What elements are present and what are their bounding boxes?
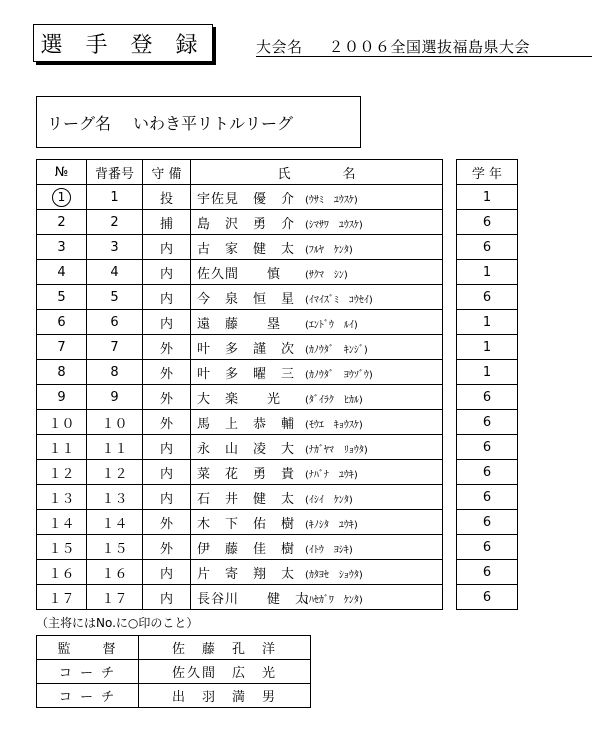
player-position: 内 bbox=[143, 435, 191, 460]
table-row bbox=[37, 460, 443, 485]
grade-body bbox=[457, 185, 518, 610]
player-name-cell bbox=[191, 410, 443, 435]
player-no-cell bbox=[37, 335, 87, 360]
table-row bbox=[37, 360, 443, 385]
player-name: 叶 多 謹 次 bbox=[197, 341, 296, 357]
player-no: 4 bbox=[57, 264, 66, 280]
player-name: 佐久間 慎 bbox=[197, 266, 282, 282]
player-no-cell bbox=[37, 360, 87, 385]
player-name: 片 寄 翔 太 bbox=[197, 566, 296, 582]
player-name-cell bbox=[191, 360, 443, 385]
player-no: １４ bbox=[48, 516, 75, 532]
player-name-cell bbox=[191, 310, 443, 335]
title-text: 選 手 登 録 bbox=[40, 32, 206, 58]
player-name: 石 井 健 太 bbox=[197, 491, 296, 507]
grade-row bbox=[457, 535, 518, 560]
table-row bbox=[37, 435, 443, 460]
table-row bbox=[37, 585, 443, 610]
staff-name: 佐久間 広 光 bbox=[139, 660, 311, 684]
player-kana: (ｳｻﾐ ﾕｳｽｹ) bbox=[305, 194, 358, 206]
player-number: 1 bbox=[87, 185, 143, 210]
grade-row bbox=[457, 560, 518, 585]
staff-role: 監 督 bbox=[37, 636, 139, 660]
player-position: 内 bbox=[143, 460, 191, 485]
table-row bbox=[37, 535, 443, 560]
player-name: 大 楽 光 bbox=[197, 391, 282, 407]
player-grade: 1 bbox=[457, 260, 518, 285]
player-number: １３ bbox=[87, 485, 143, 510]
league-box bbox=[36, 96, 361, 148]
player-no-cell bbox=[37, 560, 87, 585]
captain-note: （主将にはNo.に○印のこと） bbox=[36, 616, 199, 630]
player-no-cell bbox=[37, 260, 87, 285]
player-name-cell bbox=[191, 435, 443, 460]
page-title bbox=[33, 24, 213, 62]
player-name-cell bbox=[191, 185, 443, 210]
player-no-cell bbox=[37, 460, 87, 485]
staff-row bbox=[37, 660, 311, 684]
player-grade: 6 bbox=[457, 410, 518, 435]
player-no-cell bbox=[37, 410, 87, 435]
player-grade: 6 bbox=[457, 385, 518, 410]
tournament-label: 大会名 bbox=[256, 38, 303, 56]
staff-table bbox=[36, 635, 311, 708]
grade-row bbox=[457, 435, 518, 460]
league-name: いわき平リトルリーグ bbox=[133, 113, 294, 133]
player-no: 6 bbox=[57, 314, 66, 330]
player-grade: 6 bbox=[457, 460, 518, 485]
player-number: １５ bbox=[87, 535, 143, 560]
player-position: 外 bbox=[143, 510, 191, 535]
grade-row bbox=[457, 510, 518, 535]
table-row bbox=[37, 285, 443, 310]
player-number: １６ bbox=[87, 560, 143, 585]
grade-row bbox=[457, 335, 518, 360]
player-position: 内 bbox=[143, 485, 191, 510]
player-grade: 1 bbox=[457, 360, 518, 385]
player-name-cell bbox=[191, 535, 443, 560]
table-row bbox=[37, 335, 443, 360]
player-no-cell bbox=[37, 185, 87, 210]
player-position: 内 bbox=[143, 235, 191, 260]
player-no-cell bbox=[37, 485, 87, 510]
player-no-cell bbox=[37, 435, 87, 460]
header-name: 氏 名 bbox=[191, 160, 443, 185]
player-number: 5 bbox=[87, 285, 143, 310]
player-position: 外 bbox=[143, 535, 191, 560]
table-row bbox=[37, 510, 443, 535]
player-name-cell bbox=[191, 210, 443, 235]
league-label: リーグ名 bbox=[47, 113, 112, 133]
player-no-cell bbox=[37, 535, 87, 560]
player-kana: (ﾓｳｴ ｷｮｳｽｹ) bbox=[305, 419, 363, 431]
player-kana: (ｶﾀﾖｾ ｼｮｳﾀ) bbox=[305, 569, 363, 581]
player-number: １２ bbox=[87, 460, 143, 485]
player-grade: 6 bbox=[457, 485, 518, 510]
player-name-cell bbox=[191, 335, 443, 360]
header-number: 背番号 bbox=[87, 160, 143, 185]
player-kana: (ｲﾄｳ ﾖｼｷ) bbox=[305, 544, 353, 556]
player-number: 7 bbox=[87, 335, 143, 360]
table-row bbox=[37, 185, 443, 210]
staff-name: 佐 藤 孔 洋 bbox=[139, 636, 311, 660]
player-name: 伊 藤 佳 樹 bbox=[197, 541, 296, 557]
staff-name: 出 羽 満 男 bbox=[139, 684, 311, 708]
player-position: 投 bbox=[143, 185, 191, 210]
player-no-cell bbox=[37, 235, 87, 260]
player-name-cell bbox=[191, 560, 443, 585]
player-kana: (ｴﾝﾄﾞｳ ﾙｲ) bbox=[305, 319, 358, 331]
player-name: 木 下 佑 樹 bbox=[197, 516, 296, 532]
player-no: １５ bbox=[48, 541, 75, 557]
tournament-name: ２００６全国選抜福島県大会 bbox=[328, 38, 531, 56]
player-kana: (ﾅｶﾞﾔﾏ ﾘｮｳﾀ) bbox=[305, 444, 368, 456]
player-no: １０ bbox=[48, 416, 75, 432]
player-position: 内 bbox=[143, 585, 191, 610]
player-grade: 6 bbox=[457, 535, 518, 560]
player-no: １７ bbox=[48, 591, 75, 607]
player-number: 9 bbox=[87, 385, 143, 410]
player-number: 6 bbox=[87, 310, 143, 335]
player-kana: (ｲｼｲ ｹﾝﾀ) bbox=[305, 494, 353, 506]
player-no: 9 bbox=[57, 389, 66, 405]
player-name-cell bbox=[191, 460, 443, 485]
player-name: 島 沢 勇 介 bbox=[197, 216, 296, 232]
grade-row bbox=[457, 385, 518, 410]
staff-role: コ ー チ bbox=[37, 660, 139, 684]
player-position: 外 bbox=[143, 360, 191, 385]
player-name-cell bbox=[191, 385, 443, 410]
grade-row bbox=[457, 210, 518, 235]
roster-table bbox=[36, 159, 443, 610]
player-number: 8 bbox=[87, 360, 143, 385]
grade-row bbox=[457, 310, 518, 335]
player-kana: (ｶﾉｳﾀﾞ ｷﾝｼﾞ) bbox=[305, 344, 368, 356]
player-kana: (ﾌﾙﾔ ｹﾝﾀ) bbox=[305, 244, 353, 256]
grade-row bbox=[457, 410, 518, 435]
player-no: １２ bbox=[48, 466, 75, 482]
player-grade: 1 bbox=[457, 310, 518, 335]
player-name-cell bbox=[191, 260, 443, 285]
player-grade: 6 bbox=[457, 585, 518, 610]
staff-body bbox=[37, 636, 311, 708]
roster-body bbox=[37, 185, 443, 610]
player-name-cell bbox=[191, 285, 443, 310]
table-row bbox=[37, 410, 443, 435]
table-row bbox=[37, 235, 443, 260]
player-grade: 6 bbox=[457, 210, 518, 235]
player-no: 3 bbox=[57, 239, 66, 255]
player-name-cell bbox=[191, 585, 443, 610]
player-grade: 6 bbox=[457, 560, 518, 585]
table-row bbox=[37, 310, 443, 335]
player-number: 2 bbox=[87, 210, 143, 235]
player-name: 今 泉 恒 星 bbox=[197, 291, 296, 307]
staff-row bbox=[37, 636, 311, 660]
player-position: 内 bbox=[143, 260, 191, 285]
player-name: 古 家 健 太 bbox=[197, 241, 296, 257]
player-no: 5 bbox=[57, 289, 66, 305]
player-no: １６ bbox=[48, 566, 75, 582]
player-number: １７ bbox=[87, 585, 143, 610]
staff-row bbox=[37, 684, 311, 708]
grade-row bbox=[457, 260, 518, 285]
player-name-cell bbox=[191, 510, 443, 535]
player-name: 永 山 凌 大 bbox=[197, 441, 296, 457]
player-position: 内 bbox=[143, 560, 191, 585]
player-no-cell bbox=[37, 585, 87, 610]
roster-header-row bbox=[37, 160, 443, 185]
player-grade: 6 bbox=[457, 510, 518, 535]
player-position: 外 bbox=[143, 335, 191, 360]
grade-row bbox=[457, 235, 518, 260]
grade-row bbox=[457, 585, 518, 610]
player-kana: (ｲﾏｲｽﾞﾐ ｺｳｾｲ) bbox=[305, 294, 373, 306]
player-no-cell bbox=[37, 285, 87, 310]
player-no: 7 bbox=[57, 339, 66, 355]
grade-row bbox=[457, 460, 518, 485]
tournament-line bbox=[256, 36, 592, 57]
player-kana: (ﾀﾞｲﾗｸ ﾋｶﾙ) bbox=[305, 394, 363, 406]
player-name: 叶 多 曜 三 bbox=[197, 366, 296, 382]
grade-table bbox=[456, 159, 518, 610]
player-grade: 6 bbox=[457, 285, 518, 310]
player-number: 4 bbox=[87, 260, 143, 285]
player-number: １０ bbox=[87, 410, 143, 435]
player-name-cell bbox=[191, 235, 443, 260]
header-position: 守 備 bbox=[143, 160, 191, 185]
player-number: １１ bbox=[87, 435, 143, 460]
header-grade: 学 年 bbox=[457, 160, 518, 185]
grade-row bbox=[457, 285, 518, 310]
table-row bbox=[37, 210, 443, 235]
player-grade: 1 bbox=[457, 335, 518, 360]
grade-header-row bbox=[457, 160, 518, 185]
player-no-cell bbox=[37, 385, 87, 410]
player-position: 捕 bbox=[143, 210, 191, 235]
player-kana: (ﾊｾｶﾞﾜ ｹﾝﾀ) bbox=[305, 594, 363, 606]
player-no: １１ bbox=[48, 441, 75, 457]
grade-row bbox=[457, 185, 518, 210]
grade-row bbox=[457, 360, 518, 385]
player-position: 内 bbox=[143, 310, 191, 335]
player-no: 2 bbox=[57, 214, 66, 230]
player-no-cell bbox=[37, 310, 87, 335]
player-name-cell bbox=[191, 485, 443, 510]
player-kana: (ｻｸﾏ ｼﾝ) bbox=[305, 269, 348, 281]
header-no: № bbox=[37, 160, 87, 185]
player-kana: (ｷﾉｼﾀ ﾕｳｷ) bbox=[305, 519, 358, 531]
player-kana: (ｶﾉｳﾀﾞ ﾖｳｿﾞｳ) bbox=[305, 369, 373, 381]
player-name: 宇佐見 優 介 bbox=[197, 191, 296, 207]
player-name: 長谷川 健 太 bbox=[197, 591, 310, 607]
staff-role: コ ー チ bbox=[37, 684, 139, 708]
player-name: 菜 花 勇 貴 bbox=[197, 466, 296, 482]
table-row bbox=[37, 385, 443, 410]
table-row bbox=[37, 560, 443, 585]
player-position: 外 bbox=[143, 385, 191, 410]
player-no: 1 bbox=[52, 188, 71, 207]
player-grade: 6 bbox=[457, 235, 518, 260]
player-position: 外 bbox=[143, 410, 191, 435]
player-no-cell bbox=[37, 510, 87, 535]
table-row bbox=[37, 260, 443, 285]
player-kana: (ﾅﾊﾞﾅ ﾕｳｷ) bbox=[305, 469, 358, 481]
grade-row bbox=[457, 485, 518, 510]
player-number: １４ bbox=[87, 510, 143, 535]
player-no: １３ bbox=[48, 491, 75, 507]
player-name: 遠 藤 塁 bbox=[197, 316, 282, 332]
player-position: 内 bbox=[143, 285, 191, 310]
player-grade: 1 bbox=[457, 185, 518, 210]
player-name: 馬 上 恭 輔 bbox=[197, 416, 296, 432]
player-grade: 6 bbox=[457, 435, 518, 460]
player-number: 3 bbox=[87, 235, 143, 260]
player-kana: (ｼﾏｻﾜ ﾕｳｽｹ) bbox=[305, 219, 363, 231]
player-no-cell bbox=[37, 210, 87, 235]
table-row bbox=[37, 485, 443, 510]
player-no: 8 bbox=[57, 364, 66, 380]
